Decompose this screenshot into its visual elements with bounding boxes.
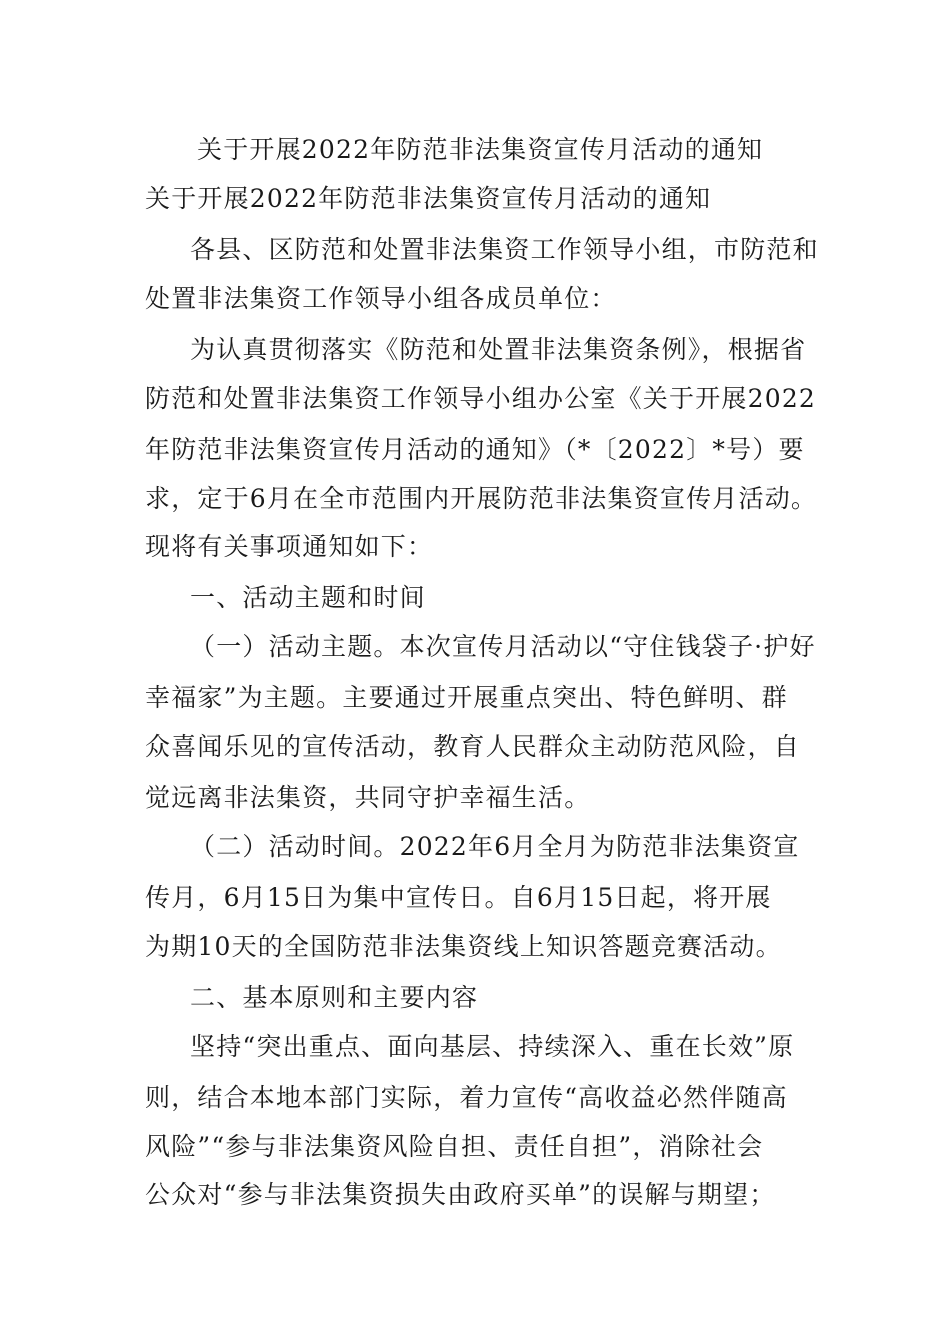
intro-line: 防范和处置非法集资工作领导小组办公室《关于开展2022 — [145, 384, 817, 413]
principles-line: 风险”“参与非法集资风险自担、责任自担”，消除社会 — [145, 1132, 764, 1161]
time-line: 为期10天的全国防范非法集资线上知识答题竞赛活动。 — [145, 932, 782, 961]
addressee-line: 各县、区防范和处置非法集资工作领导小组，市防范和 — [190, 235, 819, 264]
theme-line: （一）活动主题。本次宣传月活动以“守住钱袋子·护好 — [190, 632, 816, 661]
document-title-indented: 关于开展2022年防范非法集资宣传月活动的通知 — [197, 135, 764, 164]
intro-line: 现将有关事项通知如下： — [145, 532, 434, 561]
intro-line: 年防范非法集资宣传月活动的通知》（*〔2022〕*号）要 — [145, 435, 805, 464]
theme-line: 觉远离非法集资，共同守护幸福生活。 — [145, 783, 591, 812]
time-line: （二）活动时间。2022年6月全月为防范非法集资宣 — [190, 832, 800, 861]
section2-heading: 二、基本原则和主要内容 — [190, 983, 479, 1012]
principles-line: 则，结合本地本部门实际，着力宣传“高收益必然伴随高 — [145, 1083, 788, 1112]
intro-line: 为认真贯彻落实《防范和处置非法集资条例》，根据省 — [190, 335, 807, 364]
time-line: 传月，6月15日为集中宣传日。自6月15日起，将开展 — [145, 883, 772, 912]
document-title: 关于开展2022年防范非法集资宣传月活动的通知 — [145, 184, 712, 213]
theme-line: 众喜闻乐见的宣传活动，教育人民群众主动防范风险，自 — [145, 732, 801, 761]
section1-heading: 一、活动主题和时间 — [190, 583, 426, 612]
addressee-line: 处置非法集资工作领导小组各成员单位： — [145, 284, 617, 313]
principles-line: 坚持“突出重点、面向基层、持续深入、重在长效”原 — [190, 1032, 795, 1061]
intro-line: 求，定于6月在全市范围内开展防范非法集资宣传月活动。 — [145, 484, 818, 513]
theme-line: 幸福家”为主题。主要通过开展重点突出、特色鲜明、群 — [145, 683, 788, 712]
principles-line: 公众对“参与非法集资损失由政府买单”的误解与期望； — [145, 1180, 776, 1209]
